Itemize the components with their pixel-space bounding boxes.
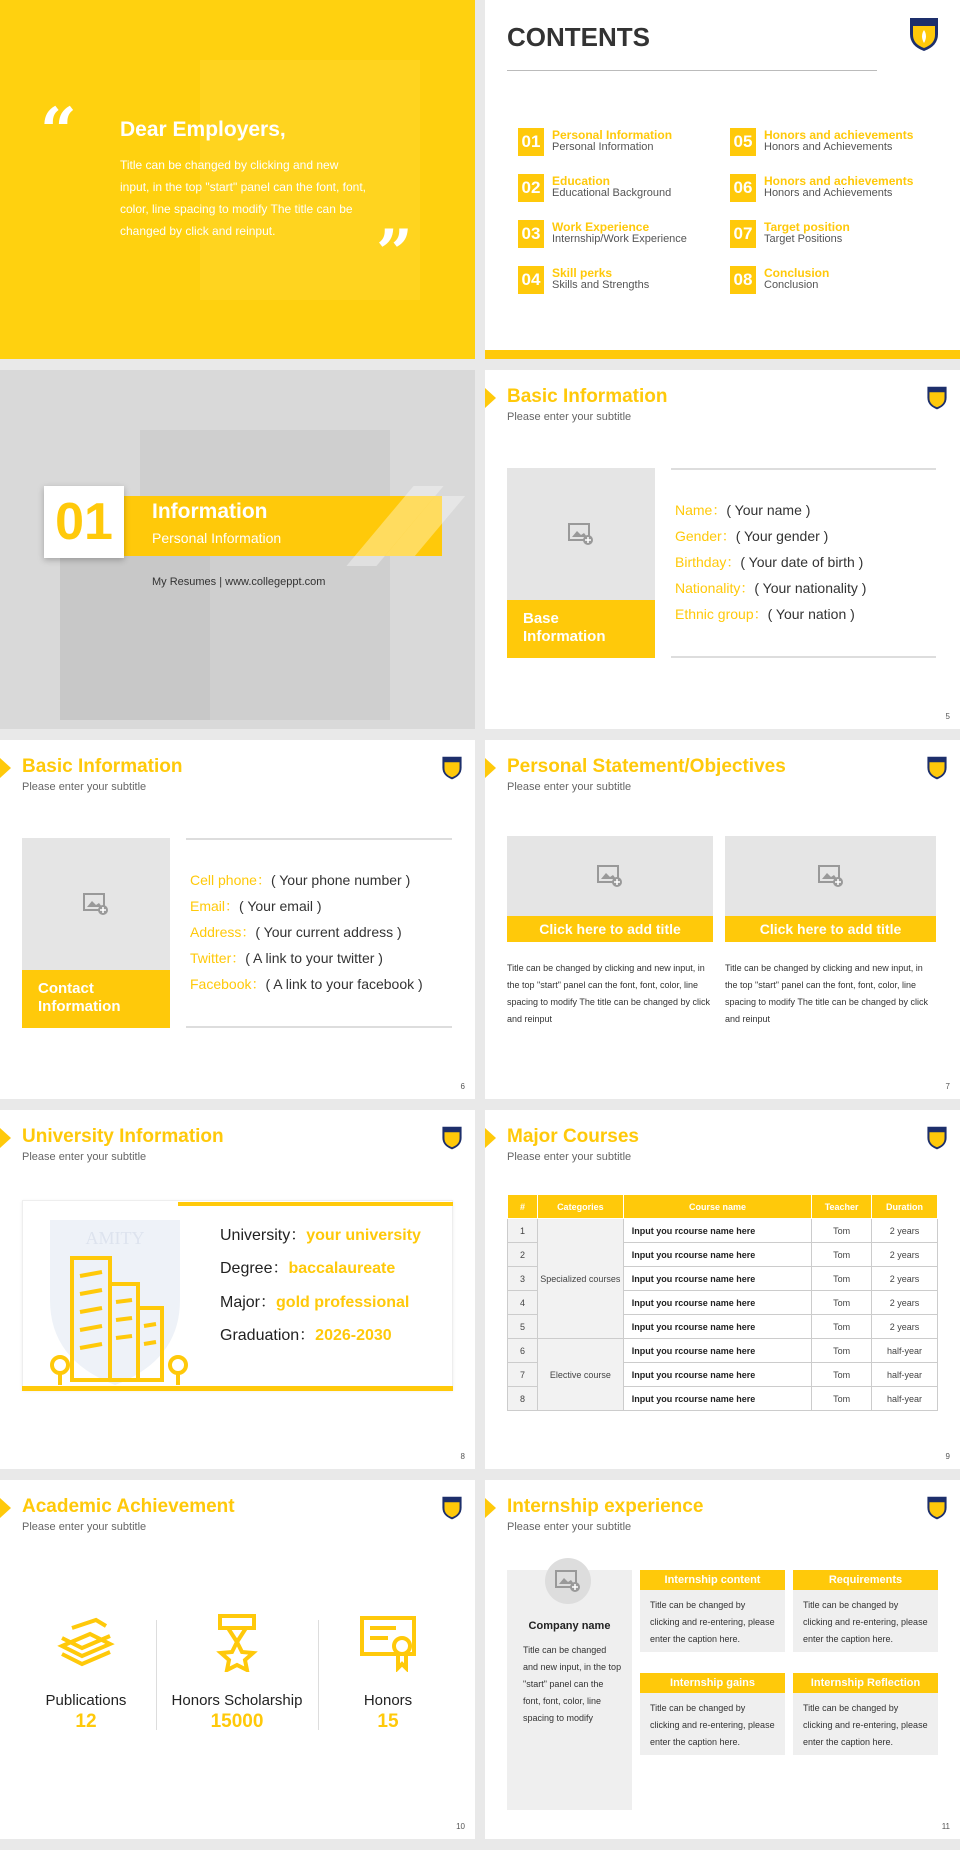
slide-personal-statement	[485, 740, 960, 1099]
company-image-placeholder[interactable]	[545, 1558, 591, 1604]
teacher: Tom	[812, 1267, 872, 1291]
photo-placeholder[interactable]	[22, 838, 170, 1028]
contents-item-number: 07	[730, 220, 756, 248]
slide-title: Basic Information	[22, 756, 183, 777]
field-key: Twitter：	[190, 950, 246, 966]
slide-title: Basic Information	[507, 386, 668, 407]
contents-item-subtitle: Skills and Strengths	[552, 279, 650, 291]
amity-logo-icon	[441, 1494, 463, 1520]
internship-box	[640, 1570, 785, 1652]
medal-icon	[214, 1612, 260, 1672]
achievement-honors	[314, 1610, 462, 1733]
info-field[interactable]	[675, 500, 810, 520]
field-value: ( Your nation )	[767, 606, 855, 622]
table-row	[508, 1339, 938, 1363]
amity-logo-icon	[926, 754, 948, 780]
field-value: ( Your nationality )	[754, 580, 867, 596]
row-number: 1	[508, 1219, 538, 1243]
duration: half-year	[872, 1339, 938, 1363]
box-title: Internship content	[640, 1570, 785, 1590]
achievement-label: Publications	[45, 1692, 127, 1709]
header-arrow-icon	[485, 388, 496, 408]
achievement-value: 15	[377, 1711, 399, 1732]
header-arrow-icon	[485, 1128, 496, 1148]
contents-item[interactable]	[730, 128, 920, 158]
box-text: Title can be changed by clicking and re-entering, please enter the caption here.	[803, 1600, 928, 1644]
row-value: baccalaureate	[288, 1260, 396, 1277]
box-text: Title can be changed by clicking and re-entering, please enter the caption here.	[650, 1703, 775, 1747]
contents-item-number: 05	[730, 128, 756, 156]
field-value: ( Your name )	[726, 502, 811, 518]
info-box	[186, 838, 452, 1028]
row-value: 2026-2030	[315, 1327, 392, 1344]
slide-subtitle: Please enter your subtitle	[507, 1151, 632, 1163]
row-number: 5	[508, 1315, 538, 1339]
table-header: #	[508, 1195, 538, 1219]
contents-item-title: Conclusion	[764, 266, 830, 280]
field-key: Name：	[675, 502, 727, 518]
teacher: Tom	[812, 1291, 872, 1315]
contents-item-title: Work Experience	[552, 220, 650, 234]
info-field[interactable]	[675, 526, 828, 546]
row-value: your university	[306, 1227, 421, 1244]
degree-row	[220, 1255, 395, 1278]
info-field[interactable]	[190, 896, 322, 916]
row-number: 7	[508, 1363, 538, 1387]
card-text: Title can be changed by clicking and new input, in the top "start" panel can the font, font, color, line spacing to modify The title can be changed by click and reinput	[507, 963, 710, 1024]
contents-item-number: 08	[730, 266, 756, 294]
section-subtitle: Personal Information	[152, 530, 282, 546]
photo-placeholder[interactable]	[507, 468, 655, 658]
internship-box	[793, 1673, 938, 1755]
field-value: ( A link to your facebook )	[265, 976, 423, 992]
slide-university-information	[0, 1110, 475, 1469]
card-bottom-accent	[22, 1386, 453, 1391]
header-arrow-icon	[0, 1498, 11, 1518]
books-icon	[56, 1616, 116, 1668]
contents-item-title: Education	[552, 174, 611, 188]
building-icon	[40, 1210, 190, 1390]
photo-label: Base Information	[507, 600, 655, 658]
course-name[interactable]: Input you rcourse name here	[623, 1267, 811, 1291]
slide-subtitle: Please enter your subtitle	[22, 781, 147, 793]
duration: 2 years	[872, 1291, 938, 1315]
course-name[interactable]: Input you rcourse name here	[623, 1315, 811, 1339]
row-number: 4	[508, 1291, 538, 1315]
field-key: Facebook：	[190, 976, 266, 992]
open-quote-icon: “	[40, 94, 77, 169]
duration: 2 years	[872, 1219, 938, 1243]
category-cell: Specialized courses	[537, 1219, 623, 1339]
image-placeholder[interactable]	[507, 836, 713, 916]
box-title: Requirements	[793, 1570, 938, 1590]
slide-internship-experience	[485, 1480, 960, 1839]
page-number: 9	[945, 1452, 950, 1461]
company-text: Title can be changed and new input, in the top "start" panel can the font, font, color, line spacing to modify	[523, 1645, 622, 1723]
contents-item[interactable]	[518, 266, 708, 296]
page-number: 8	[460, 1452, 465, 1461]
contents-item[interactable]	[730, 266, 920, 296]
info-field[interactable]	[190, 974, 423, 994]
image-placeholder[interactable]	[725, 836, 936, 916]
section-title: Information	[152, 500, 268, 523]
page-number: 10	[456, 1822, 465, 1831]
teacher: Tom	[812, 1243, 872, 1267]
course-name[interactable]: Input you rcourse name here	[623, 1363, 811, 1387]
field-value: ( A link to your twitter )	[245, 950, 383, 966]
statement-card	[507, 836, 713, 1028]
certificate-icon	[358, 1612, 418, 1672]
row-key: Graduation：	[220, 1327, 316, 1344]
achievement-value: 12	[75, 1711, 97, 1732]
slide-major-courses	[485, 1110, 960, 1469]
contents-item[interactable]	[730, 174, 920, 204]
contents-item-subtitle: Honors and Achievements	[764, 187, 893, 199]
slide-title: Major Courses	[507, 1126, 639, 1147]
amity-logo-icon	[926, 1494, 948, 1520]
add-image-icon	[568, 522, 594, 546]
contents-item-title: Honors and achievements	[764, 174, 914, 188]
field-key: Gender：	[675, 528, 736, 544]
slide-body: Title can be changed by clicking and new input, in the top "start" panel can the font, font, color, line spacing to modify The title can be changed by click and reinput.	[120, 158, 367, 238]
slide-academic-achievement	[0, 1480, 475, 1839]
teacher: Tom	[812, 1363, 872, 1387]
amity-logo-icon	[926, 1124, 948, 1150]
table-header: Categories	[537, 1195, 623, 1219]
category-cell: Elective course	[537, 1339, 623, 1411]
page-number: 5	[945, 712, 950, 721]
box-title: Internship gains	[640, 1673, 785, 1693]
slide-subtitle: Please enter your subtitle	[507, 411, 632, 423]
header-arrow-icon	[485, 1498, 496, 1518]
slide-subtitle: Please enter your subtitle	[22, 1151, 147, 1163]
contents-item-title: Skill perks	[552, 266, 613, 280]
slide-contents	[485, 0, 960, 359]
slide-section-information	[0, 370, 475, 729]
table-header: Duration	[872, 1195, 938, 1219]
field-key: Birthday：	[675, 554, 741, 570]
row-number: 8	[508, 1387, 538, 1411]
row-key: University：	[220, 1227, 307, 1244]
header-arrow-icon	[0, 758, 11, 778]
slide-subtitle: Please enter your subtitle	[22, 1521, 147, 1533]
add-image-icon	[555, 1569, 581, 1593]
contents-item-subtitle: Personal Information	[552, 141, 654, 153]
slide-contact-information	[0, 740, 475, 1099]
bottom-accent-bar	[485, 350, 960, 359]
row-number: 3	[508, 1267, 538, 1291]
card-top-accent	[178, 1202, 453, 1206]
contents-item-subtitle: Honors and Achievements	[764, 141, 893, 153]
amity-logo-icon	[926, 384, 948, 410]
contents-item-number: 01	[518, 128, 544, 156]
amity-logo-icon	[441, 1124, 463, 1150]
contents-item-title: Personal Information	[552, 128, 673, 142]
achievement-label: Honors Scholarship	[171, 1692, 303, 1709]
card-text: Title can be changed by clicking and new input, in the top "start" panel can the font, font, color, line spacing to modify The title can be changed by click and reinput	[725, 963, 928, 1024]
photo-label: Contact Information	[22, 970, 170, 1028]
row-number: 2	[508, 1243, 538, 1267]
slide-title: Academic Achievement	[22, 1496, 235, 1517]
table-header: Teacher	[812, 1195, 872, 1219]
contents-item-number: 03	[518, 220, 544, 248]
close-quote-icon: ”	[376, 216, 413, 291]
field-key: Nationality：	[675, 580, 755, 596]
add-image-icon	[597, 864, 623, 888]
row-number: 6	[508, 1339, 538, 1363]
info-field[interactable]	[675, 604, 855, 624]
header-arrow-icon	[0, 1128, 11, 1148]
card-title-button[interactable]: Click here to add title	[725, 916, 936, 942]
add-image-icon	[83, 892, 109, 916]
contents-item-title: Honors and achievements	[764, 128, 914, 142]
image-placeholder[interactable]	[22, 838, 170, 970]
contents-item[interactable]	[730, 220, 920, 250]
info-field[interactable]	[675, 552, 863, 572]
course-name[interactable]: Input you rcourse name here	[623, 1339, 811, 1363]
slide-title: Personal Statement/Objectives	[507, 756, 786, 777]
contents-item-title: Target position	[764, 220, 850, 234]
field-key: Email：	[190, 898, 240, 914]
courses-table	[507, 1194, 938, 1411]
page-number: 11	[941, 1822, 950, 1831]
amity-logo-icon	[441, 754, 463, 780]
section-number: 01	[44, 486, 124, 558]
contents-item-number: 06	[730, 174, 756, 202]
slide-title: Dear Employers,	[120, 118, 286, 141]
achievement-scholarship	[163, 1610, 311, 1733]
major-row	[220, 1289, 409, 1312]
slide-basic-information	[485, 370, 960, 729]
achievement-value: 15000	[210, 1711, 264, 1732]
field-value: ( Your current address )	[255, 924, 402, 940]
slide-dear-employers	[0, 0, 475, 359]
page-number: 6	[460, 1082, 465, 1091]
teacher: Tom	[812, 1339, 872, 1363]
field-value: ( Your phone number )	[270, 872, 411, 888]
table-header: Course name	[623, 1195, 811, 1219]
contents-item-number: 02	[518, 174, 544, 202]
box-text: Title can be changed by clicking and re-entering, please enter the caption here.	[803, 1703, 928, 1747]
row-key: Degree：	[220, 1260, 289, 1277]
course-name[interactable]: Input you rcourse name here	[623, 1387, 811, 1411]
info-field[interactable]	[190, 922, 402, 942]
contents-title: CONTENTS	[507, 22, 650, 52]
table-row	[508, 1219, 938, 1243]
duration: half-year	[872, 1363, 938, 1387]
internship-box	[640, 1673, 785, 1755]
row-key: Major：	[220, 1294, 277, 1311]
divider	[156, 1620, 157, 1730]
contents-item-subtitle: Educational Background	[552, 187, 672, 199]
page-number: 7	[945, 1082, 950, 1091]
info-field[interactable]	[675, 578, 866, 598]
slide-subtitle: Please enter your subtitle	[507, 1521, 632, 1533]
slide-title: Internship experience	[507, 1496, 704, 1517]
company-name: Company name	[528, 1620, 611, 1632]
contents-item-number: 04	[518, 266, 544, 294]
contents-item-subtitle: Internship/Work Experience	[552, 233, 687, 245]
graduation-row	[220, 1322, 392, 1345]
duration: half-year	[872, 1387, 938, 1411]
field-value: ( Your email )	[239, 898, 322, 914]
amity-logo-icon	[908, 14, 940, 52]
slide-title: University Information	[22, 1126, 224, 1147]
field-key: Ethnic group：	[675, 606, 768, 622]
course-name[interactable]: Input you rcourse name here	[623, 1219, 811, 1243]
contents-item-subtitle: Conclusion	[764, 279, 819, 291]
box-text: Title can be changed by clicking and re-entering, please enter the caption here.	[650, 1600, 775, 1644]
info-field[interactable]	[190, 948, 383, 968]
box-title: Internship Reflection	[793, 1673, 938, 1693]
add-image-icon	[818, 864, 844, 888]
duration: 2 years	[872, 1243, 938, 1267]
achievement-label: Honors	[363, 1692, 413, 1709]
course-name[interactable]: Input you rcourse name here	[623, 1291, 811, 1315]
course-name[interactable]: Input you rcourse name here	[623, 1243, 811, 1267]
info-box	[671, 468, 936, 658]
achievement-publications	[12, 1610, 160, 1733]
contents-item[interactable]	[518, 220, 708, 250]
teacher: Tom	[812, 1315, 872, 1339]
card-title-button[interactable]: Click here to add title	[507, 916, 713, 942]
image-placeholder[interactable]	[507, 468, 655, 600]
contents-item-subtitle: Target Positions	[764, 233, 843, 245]
field-key: Address：	[190, 924, 256, 940]
info-field[interactable]	[190, 870, 410, 890]
duration: 2 years	[872, 1267, 938, 1291]
contents-item[interactable]	[518, 174, 708, 204]
watermark-logo-text: AMITY	[85, 1228, 145, 1248]
teacher: Tom	[812, 1387, 872, 1411]
duration: 2 years	[872, 1315, 938, 1339]
field-key: Cell phone：	[190, 872, 271, 888]
section-footer: My Resumes | www.collegeppt.com	[152, 576, 326, 588]
internship-box	[793, 1570, 938, 1652]
slide-subtitle: Please enter your subtitle	[507, 781, 632, 793]
statement-card	[725, 836, 936, 1028]
row-value: gold professional	[276, 1294, 410, 1311]
university-row	[220, 1222, 421, 1245]
contents-item[interactable]	[518, 128, 708, 158]
field-value: ( Your date of birth )	[740, 554, 864, 570]
teacher: Tom	[812, 1219, 872, 1243]
header-arrow-icon	[485, 758, 496, 778]
contents-divider	[507, 70, 877, 71]
field-value: ( Your gender )	[735, 528, 829, 544]
